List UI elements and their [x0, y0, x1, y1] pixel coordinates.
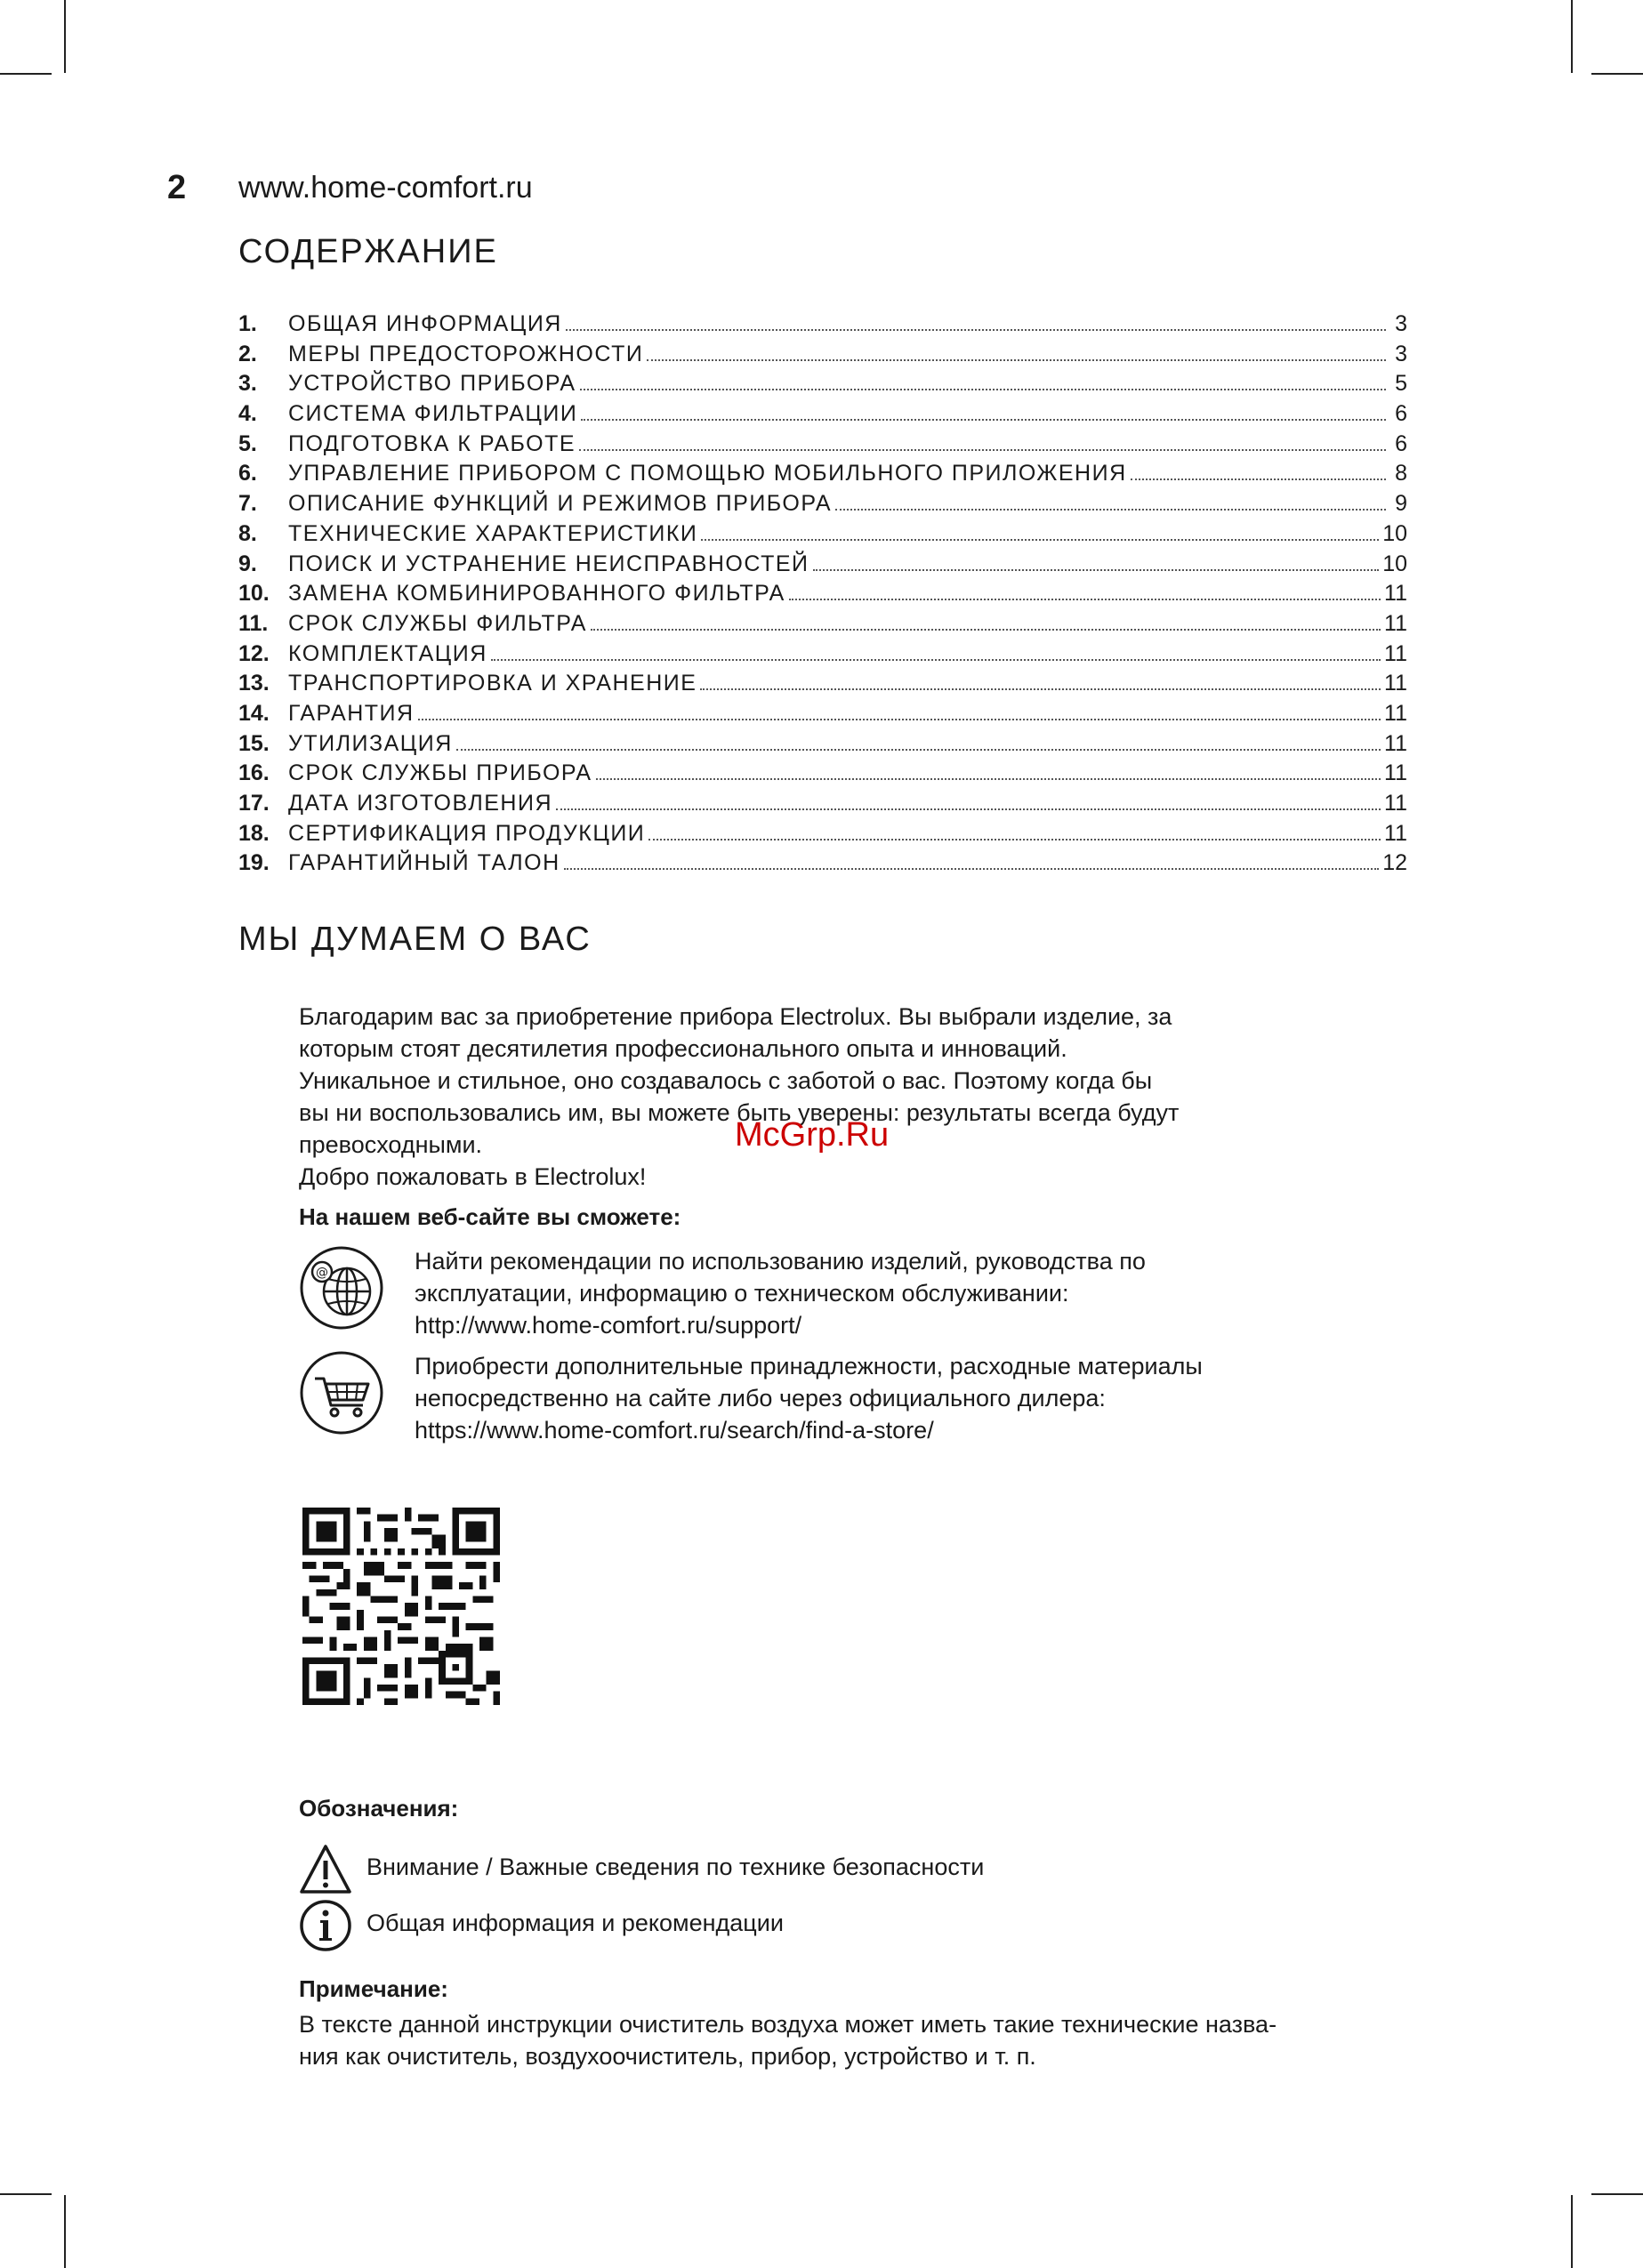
note-line: В тексте данной инструкции очиститель воздуха может иметь такие технические назва-: [299, 2011, 1277, 2038]
toc-number: 13.: [238, 671, 270, 696]
store-link[interactable]: https://www.home-comfort.ru/search/find-a-store/: [415, 1417, 934, 1444]
welcome-title: МЫ ДУМАЕМ О ВАС: [238, 921, 592, 958]
toc-row[interactable]: [238, 342, 1407, 372]
intro-line: Добро пожаловать в Electrolux!: [299, 1163, 647, 1190]
intro-line: Уникальное и стильное, оно создавалось с заботой о вас. Поэтому когда бы: [299, 1067, 1153, 1094]
toc-number: 8.: [238, 520, 257, 546]
toc-number: 6.: [238, 461, 257, 487]
toc-row[interactable]: [238, 521, 1407, 551]
toc-page-number: 10: [1382, 551, 1407, 576]
dot-leader: [564, 867, 1380, 870]
toc-number: 5.: [238, 430, 257, 456]
toc-row[interactable]: [238, 311, 1407, 342]
toc-entry-title: СРОК СЛУЖБЫ ПРИБОРА: [288, 760, 592, 786]
feature-text: [415, 1245, 1429, 1341]
globe-icon: [299, 1245, 384, 1331]
toc-number: 9.: [238, 551, 257, 576]
toc-row[interactable]: [238, 581, 1407, 611]
crop-mark: [1591, 2193, 1643, 2195]
toc-row[interactable]: [238, 850, 1407, 881]
dot-leader: [700, 688, 1381, 690]
info-icon: [299, 1899, 352, 1952]
toc-page-number: 6: [1395, 401, 1407, 427]
page-number: 2: [167, 169, 187, 206]
toc-row[interactable]: [238, 461, 1407, 491]
qr-code[interactable]: [302, 1508, 500, 1705]
toc-number: 11.: [238, 610, 269, 636]
toc-entry-title: ДАТА ИЗГОТОВЛЕНИЯ: [288, 791, 553, 816]
toc-row[interactable]: [238, 551, 1407, 582]
toc-row[interactable]: [238, 371, 1407, 401]
toc-entry-title: ЗАМЕНА КОМБИНИРОВАННОГО ФИЛЬТРА: [288, 581, 785, 607]
dot-leader: [647, 358, 1386, 361]
dot-leader: [596, 777, 1381, 780]
intro-line: превосходными.: [299, 1131, 483, 1158]
toc-page-number: 9: [1395, 491, 1407, 517]
toc-page-number: 8: [1395, 461, 1407, 487]
intro-line: которым стоят десятилетия профессионального опыта и инноваций.: [299, 1035, 1067, 1062]
intro-line: вы ни воспользовались им, вы можете быть уверены: результаты всегда будут: [299, 1099, 1180, 1126]
toc-page-number: 11: [1384, 671, 1407, 696]
feature-line: непосредственно на сайте либо через официального дилера:: [415, 1385, 1106, 1411]
toc-entry-title: ПОДГОТОВКА К РАБОТЕ: [288, 430, 576, 456]
dot-leader: [648, 838, 1381, 840]
toc-row[interactable]: [238, 671, 1407, 701]
legend-text: Общая информация и рекомендации: [366, 1910, 784, 1936]
dot-leader: [579, 448, 1386, 451]
toc-number: 16.: [238, 760, 270, 786]
website-heading: На нашем веб-сайте вы сможете:: [299, 1203, 681, 1230]
toc-title: СОДЕРЖАНИЕ: [238, 233, 498, 270]
toc-entry-title: ОПИСАНИЕ ФУНКЦИЙ И РЕЖИМОВ ПРИБОРА: [288, 491, 833, 517]
feature-line: эксплуатации, информацию о техническом обслуживании:: [415, 1280, 1069, 1307]
toc-page-number: 11: [1384, 760, 1407, 786]
toc-page-number: 11: [1384, 730, 1407, 756]
crop-mark: [64, 0, 66, 73]
toc-row[interactable]: [238, 821, 1407, 851]
dot-leader: [813, 568, 1380, 571]
dot-leader: [1131, 478, 1386, 480]
toc-row[interactable]: [238, 791, 1407, 821]
shopping-cart-icon: [299, 1350, 384, 1436]
dot-leader: [491, 658, 1381, 661]
toc-number: 14.: [238, 700, 270, 726]
toc-page-number: 11: [1384, 791, 1407, 816]
note-line: ния как очиститель, воздухоочиститель, прибор, устройство и т. п.: [299, 2043, 1036, 2070]
toc-number: 3.: [238, 371, 257, 397]
toc-row[interactable]: [238, 760, 1407, 791]
legend-heading: Обозначения:: [299, 1795, 459, 1822]
toc-entry-title: ГАРАНТИЙНЫЙ ТАЛОН: [288, 850, 560, 876]
dot-leader: [556, 808, 1381, 810]
crop-mark: [1571, 0, 1573, 73]
note-text: [299, 2008, 1402, 2072]
toc-page-number: 3: [1395, 311, 1407, 336]
toc-number: 12.: [238, 640, 270, 666]
dot-leader: [835, 508, 1386, 511]
toc-entry-title: МЕРЫ ПРЕДОСТОРОЖНОСТИ: [288, 341, 644, 366]
dot-leader: [580, 388, 1386, 390]
dot-leader: [591, 628, 1381, 631]
toc-entry-title: УТИЛИЗАЦИЯ: [288, 730, 453, 756]
support-link[interactable]: http://www.home-comfort.ru/support/: [415, 1312, 802, 1339]
toc-page-number: 5: [1395, 371, 1407, 397]
crop-mark: [1591, 73, 1643, 75]
toc-entry-title: ПОИСК И УСТРАНЕНИЕ НЕИСПРАВНОСТЕЙ: [288, 551, 809, 576]
toc-entry-title: СРОК СЛУЖБЫ ФИЛЬТРА: [288, 610, 587, 636]
toc-page-number: 11: [1384, 700, 1407, 726]
toc-number: 1.: [238, 311, 257, 336]
feature-line: Найти рекомендации по использованию изделий, руководства по: [415, 1248, 1146, 1275]
toc-entry-title: ГАРАНТИЯ: [288, 700, 415, 726]
legend-text: Внимание / Важные сведения по технике безопасности: [366, 1854, 985, 1880]
toc-page-number: 3: [1395, 341, 1407, 366]
intro-paragraph: [299, 1001, 1402, 1193]
toc-row[interactable]: [238, 641, 1407, 672]
crop-mark: [64, 2195, 66, 2268]
toc-page-number: 12: [1382, 850, 1407, 876]
toc-number: 17.: [238, 791, 270, 816]
toc-row[interactable]: [238, 701, 1407, 731]
dot-leader: [566, 328, 1386, 331]
svg-text:@: @: [316, 1266, 328, 1280]
toc-entry-title: КОМПЛЕКТАЦИЯ: [288, 640, 487, 666]
crop-mark: [0, 73, 52, 75]
toc-page-number: 6: [1395, 430, 1407, 456]
warning-triangle-icon: [299, 1843, 352, 1896]
toc-page-number: 10: [1382, 520, 1407, 546]
note-heading: Примечание:: [299, 1975, 448, 2002]
toc-entry-title: СЕРТИФИКАЦИЯ ПРОДУКЦИИ: [288, 820, 646, 846]
toc-page-number: 11: [1384, 610, 1407, 636]
toc-number: 10.: [238, 581, 270, 607]
intro-line: Благодарим вас за приобретение прибора Electrolux. Вы выбрали изделие, за: [299, 1003, 1172, 1030]
feature-text: [415, 1350, 1429, 1446]
toc-entry-title: ОБЩАЯ ИНФОРМАЦИЯ: [288, 311, 562, 336]
toc-row[interactable]: [238, 401, 1407, 431]
toc-number: 19.: [238, 850, 270, 876]
toc-entry-title: УПРАВЛЕНИЕ ПРИБОРОМ С ПОМОЩЬЮ МОБИЛЬНОГО ПРИЛОЖЕНИЯ: [288, 461, 1127, 487]
toc-number: 4.: [238, 401, 257, 427]
toc-page-number: 11: [1384, 581, 1407, 607]
dot-leader: [789, 598, 1381, 600]
crop-mark: [0, 2193, 52, 2195]
toc-number: 2.: [238, 341, 257, 366]
dot-leader: [418, 718, 1381, 720]
watermark: McGrp.Ru: [735, 1116, 890, 1154]
toc-number: 15.: [238, 730, 270, 756]
toc-row[interactable]: [238, 611, 1407, 641]
table-of-contents: [238, 311, 1407, 881]
toc-entry-title: УСТРОЙСТВО ПРИБОРА: [288, 371, 576, 397]
dot-leader: [456, 748, 1381, 751]
dot-leader: [581, 418, 1386, 421]
site-url: www.home-comfort.ru: [238, 171, 533, 205]
toc-number: 7.: [238, 491, 257, 517]
toc-row[interactable]: [238, 431, 1407, 462]
toc-entry-title: ТЕХНИЧЕСКИЕ ХАРАКТЕРИСТИКИ: [288, 520, 698, 546]
toc-entry-title: ТРАНСПОРТИРОВКА И ХРАНЕНИЕ: [288, 671, 697, 696]
toc-row[interactable]: [238, 731, 1407, 761]
toc-entry-title: СИСТЕМА ФИЛЬТРАЦИИ: [288, 401, 578, 427]
crop-mark: [1571, 2195, 1573, 2268]
toc-row[interactable]: [238, 491, 1407, 521]
toc-page-number: 11: [1384, 640, 1407, 666]
toc-number: 18.: [238, 820, 270, 846]
dot-leader: [701, 538, 1379, 541]
feature-line: Приобрести дополнительные принадлежности, расходные материалы: [415, 1353, 1203, 1379]
toc-page-number: 11: [1384, 820, 1407, 846]
